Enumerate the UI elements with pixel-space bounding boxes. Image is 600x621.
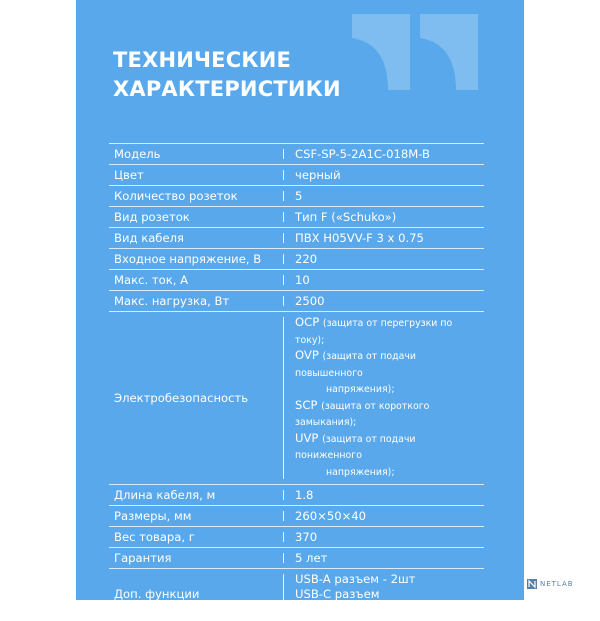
spec-value: 1.8 [289,485,484,506]
spec-value: 5 лет [289,548,484,569]
title-line-2: ХАРАКТЕРИСТИКИ [113,77,341,101]
protection-line-continued [295,464,484,481]
column-divider [279,228,289,249]
spec-row-model [109,144,484,165]
spec-value: 370 [289,527,484,548]
spec-label: Доп. функции [109,569,279,621]
protection-line [295,315,484,348]
spec-value: 2500 [289,291,484,312]
spec-row-warranty [109,548,484,569]
protection-note: (защита от подачи пониженного [295,433,416,461]
spec-row-input-voltage [109,249,484,270]
spec-label: Входное напряжение, В [109,249,279,270]
column-divider [279,548,289,569]
column-divider [279,291,289,312]
netlab-logo-icon [527,579,537,589]
spec-value: ПВХ H05VV-F 3 х 0.75 [289,228,484,249]
protection-line [295,348,484,381]
spec-label: Цвет [109,165,279,186]
spec-label: Макс. нагрузка, Вт [109,291,279,312]
protection-line [295,431,484,464]
quote-mark-right-icon [420,14,478,90]
spec-value: 5 [289,186,484,207]
protection-code: OVP [295,348,319,362]
feature-line: USB-A разъем - 2шт [295,572,416,586]
column-divider [279,249,289,270]
column-divider [279,506,289,527]
protection-line-continued [295,381,484,398]
column-divider [279,527,289,548]
column-divider [279,207,289,228]
spec-row-cable-type [109,228,484,249]
spec-label: Количество розеток [109,186,279,207]
quote-mark-left-icon [352,14,410,90]
spec-label: Размеры, мм [109,506,279,527]
spec-label: Длина кабеля, м [109,485,279,506]
protection-note: (защита от короткого замыкания); [295,400,430,428]
spec-value: 220 [289,249,484,270]
spec-row-max-current [109,270,484,291]
column-divider [279,569,289,621]
column-divider [279,186,289,207]
spec-row-dimensions [109,506,484,527]
column-divider [279,312,289,485]
spec-label: Вид розеток [109,207,279,228]
spec-value-multiline [289,569,484,621]
spec-label: Гарантия [109,548,279,569]
protection-note-continued: напряжения); [326,466,395,478]
column-divider [279,485,289,506]
protection-code: UVP [295,430,319,445]
column-divider [279,144,289,165]
column-divider [279,165,289,186]
netlab-text: NETLAB [540,580,574,588]
spec-row-max-load [109,291,484,312]
spec-value: CSF-SP-5-2A1C-018M-B [289,144,484,165]
protection-line [295,398,484,431]
spec-row-outlet-type [109,207,484,228]
spec-row-weight [109,527,484,548]
page-title [113,46,341,104]
spec-row-cable-length [109,485,484,506]
spec-row-extra-features [109,569,484,621]
spec-table [109,143,484,621]
protection-code: SCP [295,397,318,412]
spec-value: 260×50×40 [289,506,484,527]
spec-card [76,0,524,615]
spec-label: Вид кабеля [109,228,279,249]
spec-row-electrical-safety [109,312,484,485]
protection-note: (защита от перегрузки по току); [295,318,453,346]
spec-row-color [109,165,484,186]
protection-note-continued: напряжения); [326,384,395,395]
spec-label: Вес товара, г [109,527,279,548]
spec-row-outlet-count [109,186,484,207]
spec-value-multiline [289,312,484,485]
protection-note: (защита от подачи повышенного [295,351,416,379]
spec-label: Модель [109,144,279,165]
spec-value: 10 [289,270,484,291]
spec-value: Тип F («Schuko») [289,207,484,228]
spec-label: Макс. ток, А [109,270,279,291]
feature-line: USB-C разъем [295,586,380,601]
column-divider [279,270,289,291]
spec-value: черный [289,165,484,186]
feature-line: Крепление на стену [295,601,419,615]
protection-code: OCP [295,315,320,329]
spec-label: Электробезопасность [109,312,279,485]
title-line-1: ТЕХНИЧЕСКИЕ [113,48,292,72]
netlab-watermark [527,579,574,589]
